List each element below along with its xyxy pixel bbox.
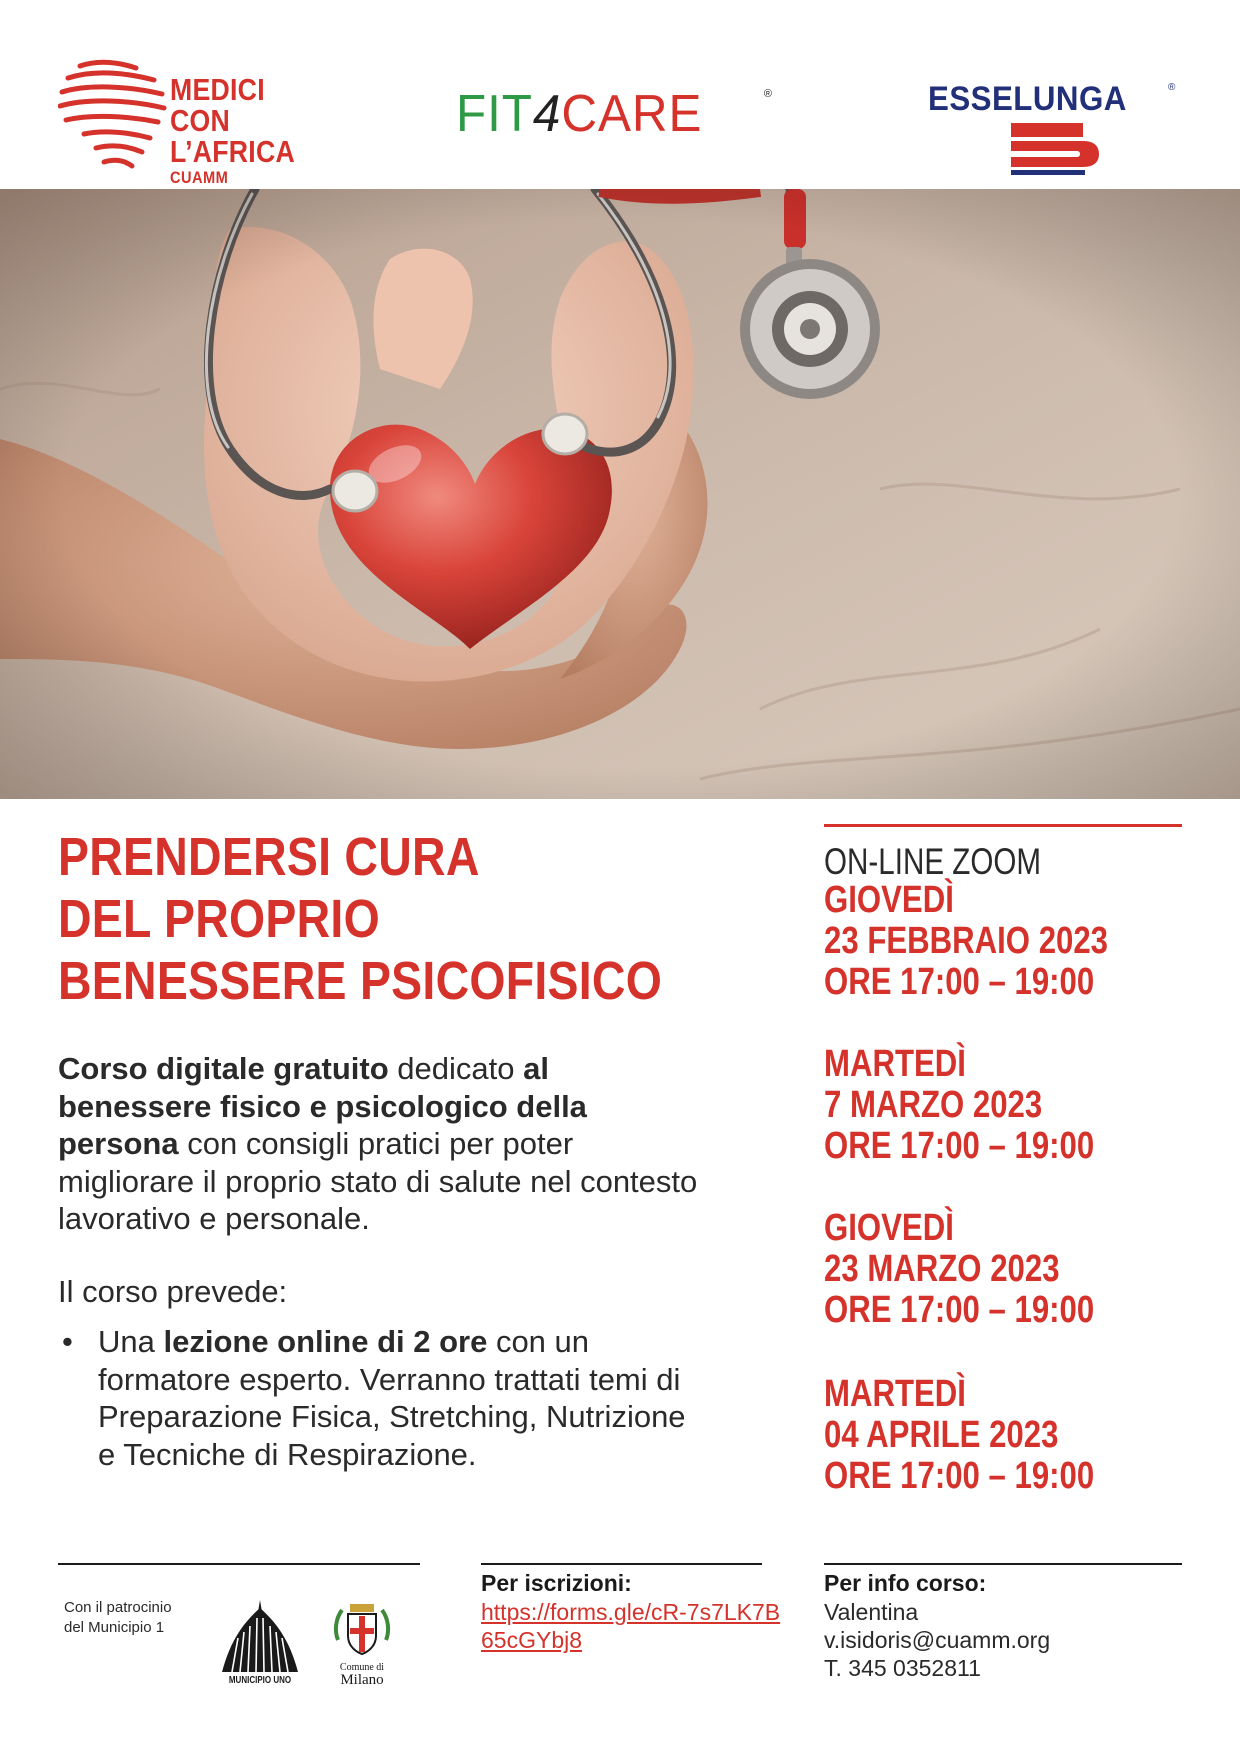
milano-coat-of-arms-icon xyxy=(330,1600,394,1660)
milano-caption xyxy=(330,1662,394,1686)
cuamm-line-2: CON L’AFRICA xyxy=(170,103,295,169)
date-date: 04 APRILE 2023 xyxy=(824,1414,1059,1456)
cuamm-line-3: CUAMM xyxy=(170,168,229,187)
date-date: 23 MARZO 2023 xyxy=(824,1248,1060,1290)
municipio-uno-logo xyxy=(212,1598,308,1688)
africa-icon xyxy=(58,58,168,174)
intro-bold-2: al benessere fisico e psicologico della persona xyxy=(58,1051,587,1161)
date-time: ORE 17:00 – 19:00 xyxy=(824,1455,1095,1497)
esselunga-s-icon xyxy=(1011,123,1101,175)
registration-heading: Per iscrizioni: xyxy=(481,1570,632,1596)
date-day: MARTEDÌ xyxy=(824,1043,966,1085)
title-line-2: DEL PROPRIO xyxy=(58,889,380,949)
date-time: ORE 17:00 – 19:00 xyxy=(824,1289,1095,1331)
esselunga-registered-mark: ® xyxy=(1168,82,1176,93)
info-phone: T. 345 0352811 xyxy=(824,1655,981,1681)
fit4care-wordmark xyxy=(456,84,702,144)
title-line-3: BENESSERE PSICOFISICO xyxy=(58,951,663,1011)
date-time: ORE 17:00 – 19:00 xyxy=(824,1125,1095,1167)
bullet-pre: Una xyxy=(98,1324,164,1359)
date-block-3 xyxy=(824,1208,1094,1331)
milano-caption-small: Comune di xyxy=(339,1662,385,1673)
fit4care-part-fit: FIT xyxy=(456,85,533,143)
municipio-building-icon xyxy=(212,1598,308,1674)
fit4care-logo xyxy=(456,84,776,144)
fit4care-part-4: 4 xyxy=(532,85,562,143)
comune-milano-logo xyxy=(330,1600,394,1690)
date-time: ORE 17:00 – 19:00 xyxy=(824,961,1095,1003)
fit4care-registered-mark: ® xyxy=(763,88,772,100)
date-day: MARTEDÌ xyxy=(824,1373,966,1415)
cuamm-line-1: MEDICI xyxy=(170,72,265,107)
intro-bold-1: Corso digitale gratuito xyxy=(58,1051,389,1086)
date-day: GIOVEDÌ xyxy=(824,879,954,921)
info-heading: Per info corso: xyxy=(824,1570,987,1596)
course-lead: Il corso prevede: xyxy=(58,1274,288,1309)
date-date: 23 FEBBRAIO 2023 xyxy=(824,920,1109,962)
municipio-caption: MUNICIPIO UNO xyxy=(228,1675,292,1686)
bullet-post: con un formatore esperto. Verranno trattati temi di Preparazione Fisica, Stretching, Nutrizione e Tecniche di Respirazione. xyxy=(98,1324,686,1472)
patronage-line-1: Con il patrocinio xyxy=(64,1599,172,1616)
patronage-line-2: del Municipio 1 xyxy=(64,1619,165,1636)
hero-illustration xyxy=(0,189,1240,799)
date-block-4 xyxy=(824,1374,1094,1497)
bullet-text xyxy=(98,1323,698,1473)
cuamm-logo xyxy=(58,58,358,187)
date-block-2 xyxy=(824,1044,1094,1167)
esselunga-logo xyxy=(928,80,1178,180)
cuamm-wordmark xyxy=(170,74,332,186)
info-email[interactable]: v.isidoris@cuamm.org xyxy=(824,1627,1051,1653)
schedule-divider xyxy=(824,824,1182,827)
date-date: 7 MARZO 2023 xyxy=(824,1084,1043,1126)
hero-photo xyxy=(0,189,1240,799)
intro-text-2: con consigli pratici per poter migliorare il proprio stato di salute nel contesto lavorativo e personale. xyxy=(58,1126,698,1236)
footer-divider-middle xyxy=(481,1563,762,1565)
title-line-1: PRENDERSI CURA xyxy=(58,827,480,887)
intro-text-1: dedicato xyxy=(388,1051,524,1086)
fit4care-part-care: CARE xyxy=(561,85,703,143)
page-title xyxy=(58,826,663,1012)
registration-link[interactable]: https://forms.gle/cR-7s7LK7B65cGYbj8 xyxy=(481,1599,781,1653)
milano-caption-big: Milano xyxy=(340,1672,384,1688)
patronage-text xyxy=(64,1598,172,1638)
date-day: GIOVEDÌ xyxy=(824,1207,954,1249)
date-block-1 xyxy=(824,880,1108,1003)
schedule-mode: ON-LINE ZOOM xyxy=(824,841,1042,882)
bullet-dot: • xyxy=(62,1324,73,1359)
bullet-bold: lezione online di 2 ore xyxy=(163,1324,488,1359)
info-name: Valentina xyxy=(824,1599,919,1625)
footer-divider-right xyxy=(824,1563,1182,1565)
footer-divider-left xyxy=(58,1563,420,1565)
intro-paragraph xyxy=(58,1050,698,1238)
esselunga-wordmark: ESSELUNGA xyxy=(928,80,1127,118)
